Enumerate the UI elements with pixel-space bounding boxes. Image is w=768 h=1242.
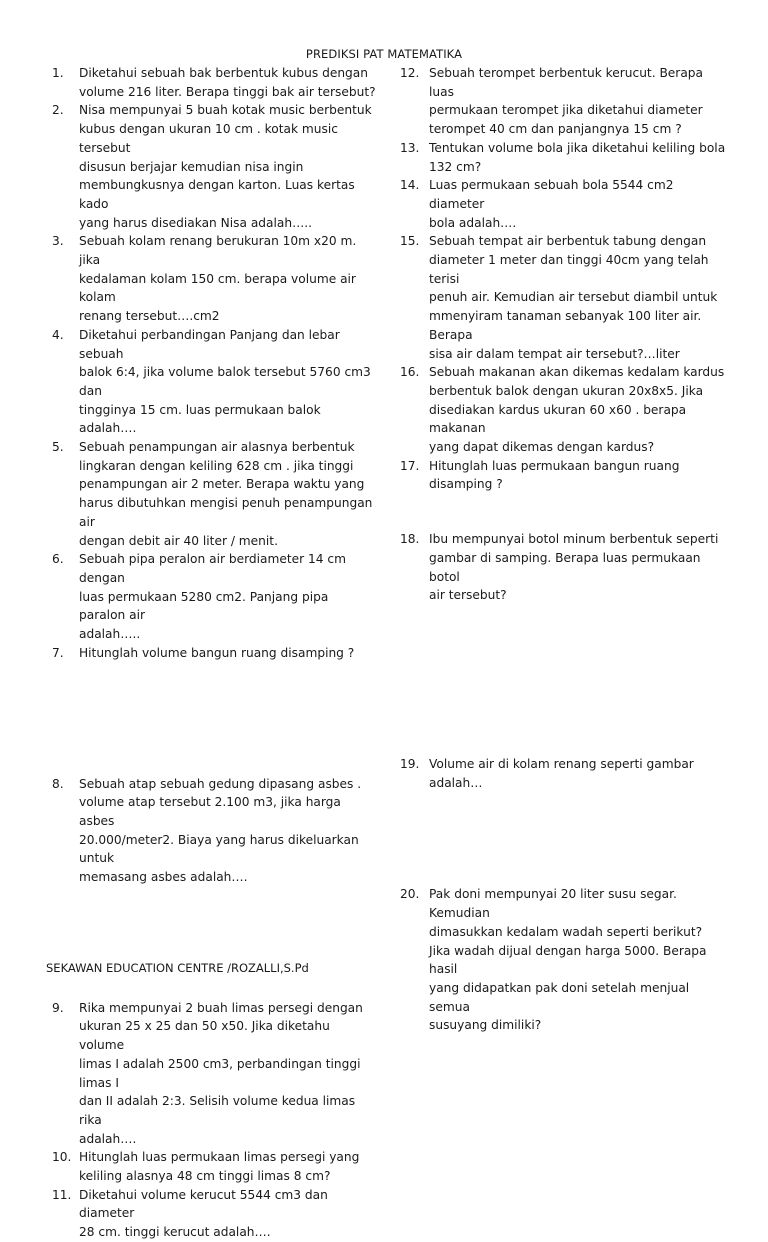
- question-number: 3.: [52, 234, 64, 249]
- page-title: PREDIKSI PAT MATEMATIKA: [305, 47, 463, 61]
- question-line: Diketahui volume kerucut 5544 cm3 dan diameter: [79, 1187, 328, 1221]
- page-footer: SEKAWAN EDUCATION CENTRE /ROZALLI,S.Pd: [46, 961, 309, 975]
- question-number: 13.: [400, 140, 420, 155]
- question-14: [400, 176, 730, 232]
- question-6: [52, 550, 377, 644]
- question-number: 18.: [400, 532, 420, 547]
- question-number: 12.: [400, 66, 420, 80]
- question-line: volume atap tersebut 2.100 m3, jika harga asbes: [79, 795, 341, 828]
- question-line: sisa air dalam tempat air tersebut?…liter: [429, 346, 680, 361]
- question-line: harus dibutuhkan mengisi penuh penampungan air: [79, 496, 373, 529]
- question-number: 17.: [400, 458, 420, 473]
- question-line: Diketahui sebuah bak berbentuk kubus dengan: [79, 66, 368, 80]
- question-7: [52, 644, 377, 663]
- question-line: disusun berjajar kemudian nisa ingin: [79, 159, 304, 174]
- question-16: [400, 363, 730, 457]
- question-line: ukuran 25 x 25 dan 50 x50. Jika diketahu volume: [79, 1019, 330, 1053]
- question-3: [52, 232, 377, 326]
- question-line: 28 cm. tinggi kerucut adalah….: [79, 1225, 271, 1240]
- question-12: [400, 64, 730, 139]
- question-line: Luas permukaan sebuah bola 5544 cm2 diameter: [429, 178, 674, 211]
- question-line: Diketahui perbandingan Panjang dan lebar sebuah: [79, 327, 340, 361]
- question-line: Volume air di kolam renang seperti gambar adalah…: [429, 756, 694, 790]
- question-number: 1.: [52, 66, 64, 80]
- question-line: 20.000/meter2. Biaya yang harus dikeluarkan untuk: [79, 832, 359, 866]
- question-line: yang didapatkan pak doni setelah menjual semua: [429, 980, 690, 1014]
- question-line: dimasukkan kedalam wadah seperti berikut?: [429, 924, 703, 939]
- question-line: terompet 40 cm dan panjangnya 15 cm ?: [429, 122, 682, 137]
- question-line: Hitunglah volume bangun ruang disamping ?: [79, 645, 355, 660]
- question-number: 7.: [52, 645, 64, 660]
- question-number: 19.: [400, 756, 420, 771]
- question-line: Ibu mempunyai botol minum berbentuk seperti: [429, 532, 719, 547]
- question-line: membungkusnya dengan karton. Luas kertas kado: [79, 178, 355, 211]
- question-20: [400, 885, 730, 1035]
- question-line: adalah…..: [79, 627, 141, 642]
- question-11: [52, 1186, 377, 1242]
- question-line: Nisa mempunyai 5 buah kotak music berbentuk: [79, 103, 372, 118]
- question-line: renang tersebut….cm2: [79, 309, 220, 324]
- question-8: [52, 775, 377, 887]
- question-line: gambar di samping. Berapa luas permukaan botol: [429, 550, 701, 584]
- question-number: 6.: [52, 552, 64, 567]
- question-line: Sebuah tempat air berbentuk tabung dengan: [429, 234, 707, 249]
- question-2: [52, 101, 377, 232]
- question-column-left: [52, 64, 377, 1242]
- question-line: yang dapat dikemas dengan kardus?: [429, 440, 655, 455]
- question-line: Hitunglah luas permukaan limas persegi yang: [79, 1150, 360, 1165]
- question-15: [400, 232, 730, 363]
- question-19: [400, 755, 730, 792]
- question-line: Tentukan volume bola jika diketahui keliling bola: [429, 140, 726, 155]
- question-line: 132 cm?: [429, 159, 482, 174]
- question-line: memasang asbes adalah….: [79, 870, 248, 885]
- question-line: penuh air. Kemudian air tersebut diambil untuk: [429, 290, 718, 305]
- question-line: keliling alasnya 48 cm tinggi limas 8 cm?: [79, 1169, 331, 1184]
- question-line: Hitunglah luas permukaan bangun ruang: [429, 458, 680, 473]
- question-line: Pak doni mempunyai 20 liter susu segar. Kemudian: [429, 887, 677, 921]
- question-number: 8.: [52, 776, 64, 791]
- question-13: [400, 139, 730, 176]
- question-number: 9.: [52, 1000, 64, 1015]
- question-line: Jika wadah dijual dengan harga 5000. Berapa hasil: [429, 943, 707, 977]
- question-line: diameter 1 meter dan tinggi 40cm yang telah terisi: [429, 253, 709, 286]
- question-column-right: [400, 64, 730, 1035]
- question-line: Rika mempunyai 2 buah limas persegi dengan: [79, 1000, 363, 1015]
- question-line: Sebuah pipa peralon air berdiameter 14 cm dengan: [79, 552, 346, 585]
- question-line: volume 216 liter. Berapa tinggi bak air tersebut?: [79, 84, 376, 99]
- question-number: 16.: [400, 365, 420, 380]
- question-number: 15.: [400, 234, 420, 249]
- question-line: lingkaran dengan keliling 628 cm . jika tinggi: [79, 458, 354, 473]
- question-line: kedalaman kolam 150 cm. berapa volume air kolam: [79, 271, 356, 305]
- question-line: berbentuk balok dengan ukuran 20x8x5. Jika: [429, 383, 704, 398]
- question-number: 10.: [52, 1150, 72, 1165]
- question-4: [52, 326, 377, 438]
- question-line: disamping ?: [429, 477, 503, 492]
- question-number: 11.: [52, 1187, 72, 1202]
- question-1: [52, 64, 377, 101]
- question-line: disediakan kardus ukuran 60 x60 . berapa makanan: [429, 402, 687, 436]
- question-line: kubus dengan ukuran 10 cm . kotak music tersebut: [79, 122, 338, 155]
- question-17: [400, 457, 730, 494]
- question-line: dengan debit air 40 liter / menit.: [79, 533, 278, 548]
- question-number: 4.: [52, 327, 64, 342]
- question-number: 2.: [52, 103, 64, 118]
- question-line: bola adalah….: [429, 215, 517, 230]
- question-9: [52, 999, 377, 1149]
- question-line: Sebuah makanan akan dikemas kedalam kardus: [429, 365, 725, 380]
- question-5: [52, 438, 377, 550]
- question-line: permukaan terompet jika diketahui diameter: [429, 103, 703, 118]
- question-number: 5.: [52, 440, 64, 455]
- question-10: [52, 1148, 377, 1185]
- question-number: 14.: [400, 178, 420, 193]
- question-line: tingginya 15 cm. luas permukaan balok adalah….: [79, 402, 321, 436]
- question-line: Sebuah terompet berbentuk kerucut. Berapa luas: [429, 66, 703, 99]
- question-line: Sebuah kolam renang berukuran 10m x20 m. jika: [79, 234, 357, 268]
- question-line: mmenyiram tanaman sebanyak 100 liter air. Berapa: [429, 309, 702, 342]
- question-line: penampungan air 2 meter. Berapa waktu yang: [79, 477, 365, 492]
- question-line: susuyang dimiliki?: [429, 1018, 542, 1033]
- question-line: dan II adalah 2:3. Selisih volume kedua limas rika: [79, 1094, 356, 1127]
- question-line: air tersebut?: [429, 588, 507, 603]
- question-18: [400, 530, 730, 605]
- question-line: Sebuah penampungan air alasnya berbentuk: [79, 440, 355, 455]
- question-line: balok 6:4, jika volume balok tersebut 5760 cm3 dan: [79, 365, 371, 398]
- question-line: limas I adalah 2500 cm3, perbandingan tinggi limas I: [79, 1056, 361, 1090]
- question-line: adalah….: [79, 1131, 137, 1146]
- question-line: yang harus disediakan Nisa adalah…..: [79, 215, 313, 230]
- question-number: 20.: [400, 887, 420, 902]
- question-line: luas permukaan 5280 cm2. Panjang pipa paralon air: [79, 589, 329, 623]
- question-line: Sebuah atap sebuah gedung dipasang asbes .: [79, 776, 362, 791]
